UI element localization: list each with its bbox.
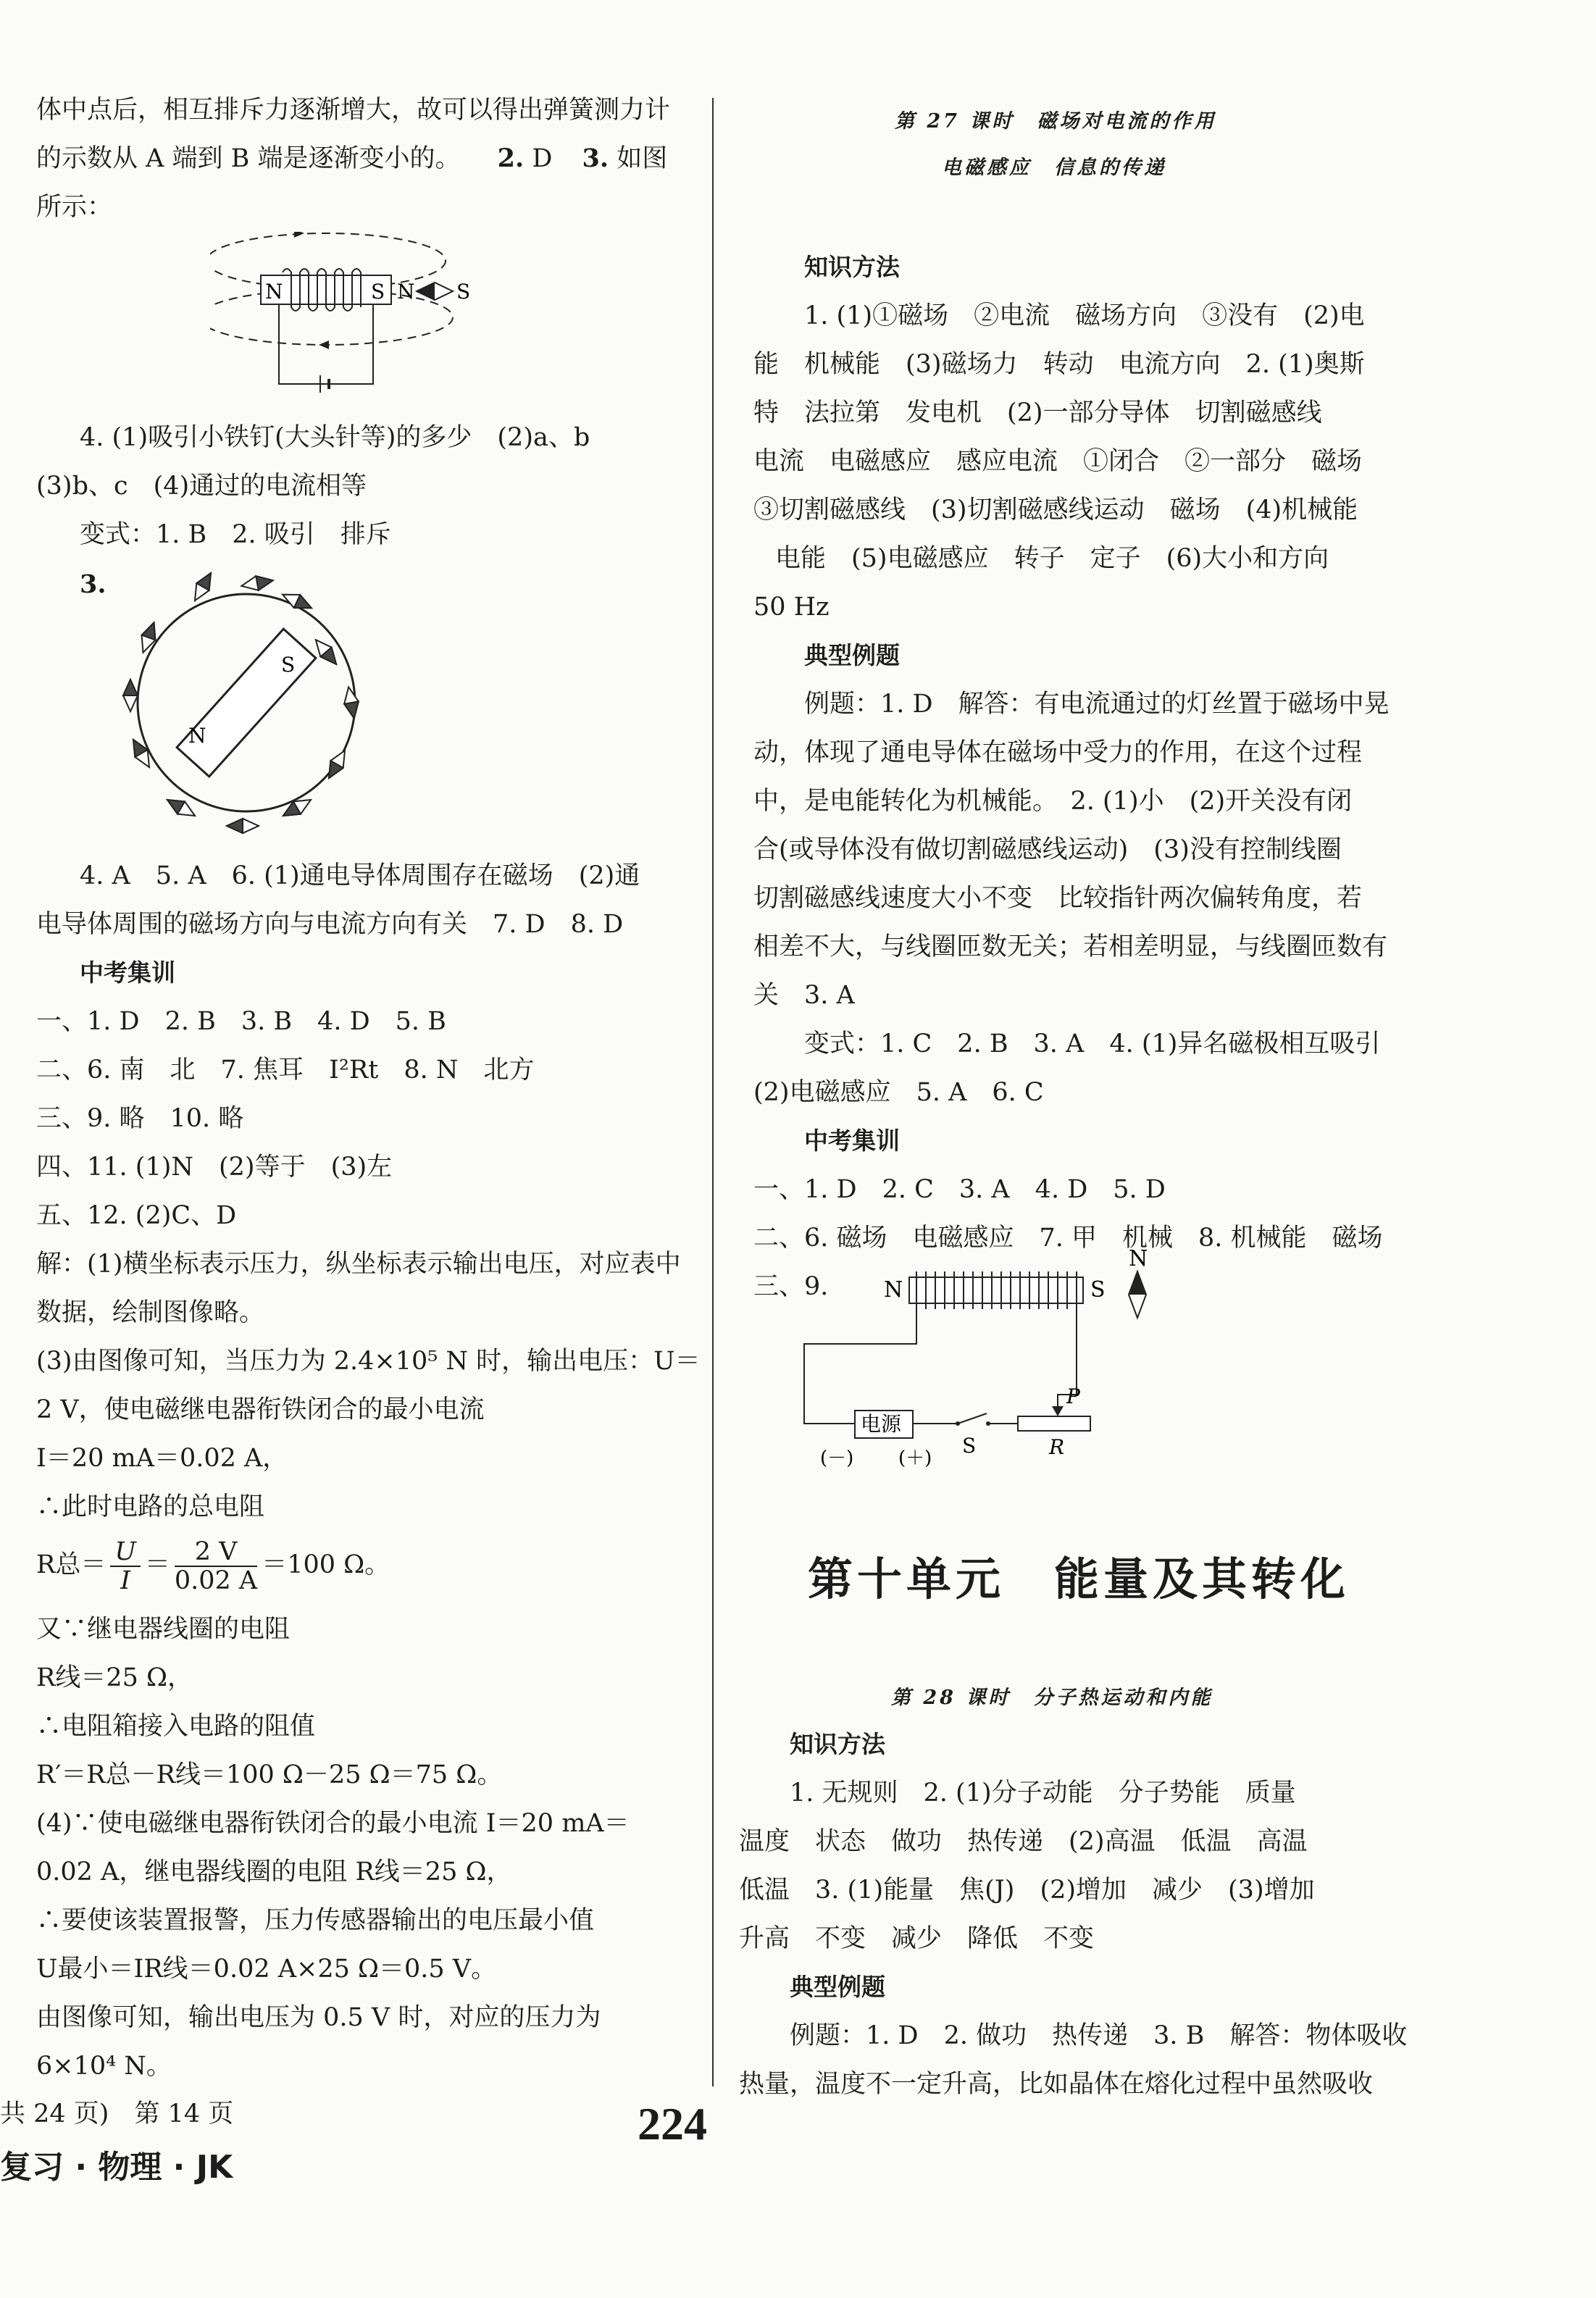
text-line: 1. (1)①磁场 ②电流 磁场方向 ③没有 (2)电	[804, 301, 1365, 330]
text-line	[36, 141, 667, 176]
text-line: 0.02 A，继电器线圈的电阻 R线＝25 Ω，	[36, 1858, 512, 1887]
text-line: 50 Hz	[753, 593, 830, 622]
slider-label: P	[1066, 1384, 1080, 1408]
rheostat	[1018, 1416, 1090, 1431]
item-number: 3.	[80, 569, 106, 599]
fraction	[175, 1538, 257, 1595]
pole-label-n: N	[265, 280, 283, 304]
text-line: R线＝25 Ω，	[36, 1663, 193, 1692]
fraction-numerator: U	[110, 1538, 141, 1567]
formula-part: ＝	[144, 1550, 170, 1579]
lesson-title: 第 28 课时 分子热运动和内能	[891, 1687, 1213, 1709]
arrow-icon	[294, 232, 304, 238]
text-line: 例题：1. D 2. 做功 热传递 3. B 解答：物体吸收	[790, 2021, 1408, 2050]
formula-part: R总＝	[36, 1550, 106, 1579]
text-line: ∴电阻箱接入电路的阻值	[36, 1712, 316, 1741]
text-line: 变式：1. B 2. 吸引 排斥	[80, 520, 391, 549]
slider-arrow-icon	[1052, 1406, 1064, 1416]
needle-label-s: S	[456, 280, 471, 304]
text-line: 体中点后，相互排斥力逐渐增大，故可以得出弹簧测力计	[36, 96, 671, 125]
text-line: (4)∵使电磁继电器衔铁闭合的最小电流 I＝20 mA＝	[36, 1809, 630, 1838]
text-line: I＝20 mA＝0.02 A，	[36, 1444, 288, 1473]
text-line: 所示：	[36, 193, 113, 222]
fraction-denominator: I	[120, 1566, 131, 1595]
compass-needle-dark	[417, 283, 435, 300]
text-line: 五、12. (2)C、D	[36, 1201, 237, 1230]
pole-label-s: S	[371, 280, 385, 304]
magnet-label-s: S	[281, 653, 296, 677]
text-line: 四、11. (1)N (2)等于 (3)左	[36, 1153, 393, 1182]
terminal-minus: (－)	[820, 1447, 854, 1469]
text-line: 三、9. 略 10. 略	[36, 1104, 244, 1133]
text-line: 电流 电磁感应 感应电流 ①闭合 ②一部分 磁场	[753, 447, 1363, 476]
unit-title: 第十单元 能量及其转化	[808, 1553, 1350, 1605]
text-line: (3)b、c (4)通过的电流相等	[36, 472, 367, 501]
text-line: 低温 3. (1)能量 焦(J) (2)增加 减少 (3)增加	[739, 1876, 1315, 1905]
text-line: 变式：1. C 2. B 3. A 4. (1)异名磁极相互吸引	[804, 1029, 1381, 1058]
coil-label-n: N	[884, 1277, 903, 1303]
text-line: 升高 不变 减少 降低 不变	[739, 1924, 1095, 1953]
section-heading: 知识方法	[804, 253, 900, 281]
lesson-subtitle: 电磁感应 信息的传递	[942, 156, 1166, 179]
text-line: 由图像可知，输出电压为 0.5 V 时，对应的压力为	[36, 2003, 601, 2032]
text-line: 温度 状态 做功 热传递 (2)高温 低温 高温	[739, 1827, 1308, 1856]
needle-label-n: N	[397, 280, 415, 304]
text-line: 1. 无规则 2. (1)分子动能 分子势能 质量	[790, 1779, 1296, 1808]
electromagnet-field-figure	[210, 232, 514, 398]
fraction	[110, 1538, 141, 1595]
formula-part: ＝100 Ω。	[262, 1550, 390, 1579]
section-heading: 中考集训	[804, 1127, 900, 1155]
column-divider	[712, 98, 714, 2086]
text-line: ∴此时电路的总电阻	[36, 1492, 265, 1521]
book-title: 复习 · 物理 · JK	[0, 2149, 233, 2186]
text-line: 三、9.	[753, 1272, 829, 1301]
text-line: (3)由图像可知，当压力为 2.4×10⁵ N 时，输出电压：U＝	[36, 1347, 701, 1376]
item-number: 3.	[582, 143, 609, 173]
text-line: 又∵继电器线圈的电阻	[36, 1615, 291, 1644]
text-line: 能 机械能 (3)磁场力 转动 电流方向 2. (1)奥斯	[753, 350, 1365, 379]
text-line: 数据，绘制图像略。	[36, 1298, 265, 1327]
arrow-icon	[319, 340, 329, 349]
text-line: R′＝R总－R线＝100 Ω－25 Ω＝75 Ω。	[36, 1760, 503, 1789]
item-number: 2.	[497, 143, 525, 173]
section-heading: 典型例题	[790, 1973, 885, 2001]
text-line: 相差不大，与线圈匝数无关；若相差明显，与线圈匝数有	[753, 932, 1388, 961]
text-line: 一、1. D 2. B 3. B 4. D 5. B	[36, 1007, 446, 1036]
section-heading: 典型例题	[804, 641, 900, 669]
fraction-denominator: 0.02 A	[174, 1566, 258, 1595]
text-line: 二、6. 磁场 电磁感应 7. 甲 机械 8. 机械能 磁场	[753, 1224, 1383, 1253]
rheostat-label: R	[1049, 1435, 1065, 1459]
fraction-numerator: 2 V	[175, 1538, 257, 1567]
terminal-plus: (＋)	[898, 1447, 932, 1469]
text-span: 如图	[617, 144, 668, 173]
text-line: (2)电磁感应 5. A 6. C	[753, 1078, 1044, 1107]
text-span: 的示数从 A 端到 B 端是逐渐变小的。	[36, 144, 461, 173]
text-line: 动，体现了通电导体在磁场中受力的作用，在这个过程	[753, 738, 1363, 767]
text-line: 热量，温度不一定升高，比如晶体在熔化过程中虽然吸收	[739, 2070, 1374, 2099]
text-line: 合(或导体没有做切割磁感线运动) (3)没有控制线圈	[753, 835, 1342, 864]
section-heading: 中考集训	[80, 958, 175, 987]
circuit-wire	[804, 1309, 916, 1424]
coil-label-s: S	[1090, 1277, 1106, 1303]
switch-label: S	[962, 1434, 977, 1458]
text-line: 解：(1)横坐标表示压力，纵坐标表示输出电压，对应表中	[36, 1250, 681, 1279]
text-line: 2 V，使电磁继电器衔铁闭合的最小电流	[36, 1395, 485, 1424]
text-line: U最小＝IR线＝0.02 A×25 Ω＝0.5 V。	[36, 1955, 497, 1984]
north-label: N	[1129, 1250, 1148, 1271]
text-line: 6×10⁴ N。	[36, 2052, 172, 2081]
text-line: 4. (1)吸引小铁钉(大头针等)的多少 (2)a、b	[80, 423, 590, 452]
text-line: ③切割磁感线 (3)切割磁感线运动 磁场 (4)机械能	[753, 496, 1358, 525]
switch-lever	[958, 1413, 987, 1424]
text-line: 中，是电能转化为机械能。 2. (1)小 (2)开关没有闭	[753, 787, 1353, 816]
magnet-label-n: N	[188, 724, 206, 748]
lesson-title: 第 27 课时 磁场对电流的作用	[895, 110, 1217, 133]
text-line: 电导体周围的磁场方向与电流方向有关 7. D 8. D	[36, 910, 624, 939]
text-line: ∴要使该装置报警，压力传感器输出的电压最小值	[36, 1906, 595, 1935]
compass-icon-north	[1129, 1271, 1146, 1295]
compass-ring-figure	[101, 569, 391, 837]
text-line: 一、1. D 2. C 3. A 4. D 5. D	[753, 1175, 1166, 1204]
power-source-label: 电源	[861, 1412, 902, 1436]
circuit-figure	[797, 1250, 1174, 1489]
text-line: 例题：1. D 解答：有电流通过的灯丝置于磁场中晃	[804, 690, 1390, 719]
answer: D	[532, 144, 553, 173]
text-line: 切割磁感线速度大小不变 比较指针两次偏转角度，若	[753, 884, 1363, 913]
text-line: 4. A 5. A 6. (1)通电导体周围存在磁场 (2)通	[80, 861, 640, 890]
formula-line	[36, 1536, 390, 1595]
text-line: 二、6. 南 北 7. 焦耳 I²Rt 8. N 北方	[36, 1056, 535, 1085]
bar-magnet	[177, 629, 316, 777]
text-line: 电能 (5)电磁感应 转子 定子 (6)大小和方向	[775, 544, 1329, 573]
text-line: 特 法拉第 发电机 (2)一部分导体 切割磁感线	[753, 398, 1322, 427]
section-heading: 知识方法	[790, 1730, 885, 1758]
text-line: 关 3. A	[753, 981, 855, 1010]
page-count: 共 24 页) 第 14 页	[0, 2099, 234, 2128]
page-number: 224	[638, 2098, 707, 2149]
